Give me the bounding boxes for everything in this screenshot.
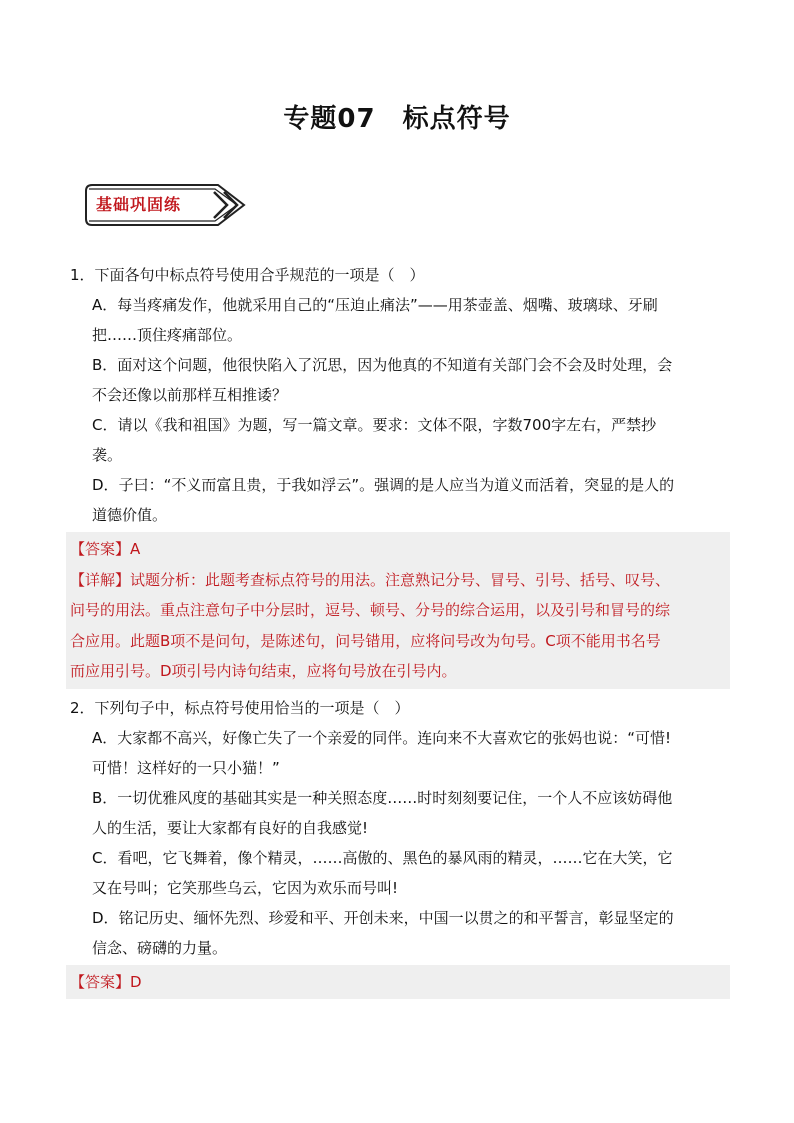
option-letter: A． bbox=[92, 296, 118, 314]
answer-box-2 bbox=[66, 965, 730, 1000]
option-line: 看吧，它飞舞着，像个精灵，……高傲的、黑色的暴风雨的精灵，……它在大笑，它 bbox=[117, 848, 673, 867]
option-line: 又在号叫；它笑那些乌云，它因为欢乐而号叫! bbox=[92, 878, 399, 897]
option-d bbox=[70, 470, 726, 530]
option-line: 袭。 bbox=[92, 446, 123, 464]
answer-line bbox=[70, 967, 726, 998]
section-tag bbox=[84, 183, 256, 227]
question-2 bbox=[70, 693, 726, 963]
option-b bbox=[70, 783, 726, 843]
question-text: 下列句子中，标点符号使用恰当的一项是（ ） bbox=[94, 698, 410, 717]
answer-box-1 bbox=[66, 532, 730, 689]
option-line: 人的生活，要让大家都有良好的自我感觉! bbox=[92, 818, 369, 837]
option-line: 一切优雅风度的基础其实是一种关照态度……时时刻刻要记住，一个人不应该妨碍他 bbox=[117, 788, 673, 807]
option-letter: B． bbox=[92, 788, 118, 807]
analysis-text: 试题分析：此题考查标点符号的用法。注意熟记分号、冒号、引号、括号、叹号、 bbox=[130, 570, 671, 589]
question-list bbox=[70, 260, 726, 1003]
question-text: 下面各句中标点符号使用合乎规范的一项是（ ） bbox=[94, 266, 425, 284]
option-letter: C． bbox=[92, 848, 118, 867]
option-d bbox=[70, 903, 726, 963]
question-1 bbox=[70, 260, 726, 530]
analysis-line bbox=[70, 565, 726, 596]
option-c bbox=[70, 410, 726, 470]
analysis-text: 问号的用法。重点注意句子中分层时，逗号、顿号、分号的综合运用，以及引号和冒号的综 bbox=[70, 601, 671, 619]
option-a bbox=[70, 290, 726, 350]
option-line: 每当疼痛发作，他就采用自己的“压迫止痛法”——用茶壶盖、烟嘴、玻璃球、牙刷 bbox=[117, 296, 658, 314]
answer-tag: 【答案】 bbox=[70, 972, 131, 991]
option-letter: A． bbox=[92, 728, 118, 747]
option-line: 信念、磅礴的力量。 bbox=[92, 938, 228, 957]
option-c bbox=[70, 843, 726, 903]
question-stem bbox=[70, 260, 726, 290]
option-b bbox=[70, 350, 726, 410]
option-line: 不会还像以前那样互相推诿？ bbox=[92, 386, 288, 404]
question-stem bbox=[70, 693, 726, 723]
analysis-text: 而应用引号。D项引号内诗句结束，应将句号放在引号内。 bbox=[70, 662, 457, 680]
option-line: 把……顶住疼痛部位。 bbox=[92, 326, 243, 344]
option-letter: D． bbox=[92, 476, 119, 494]
option-line: 道德价值。 bbox=[92, 506, 168, 524]
page-title: 专题07 标点符号 bbox=[283, 104, 511, 134]
option-line: 请以《我和祖国》为题，写一篇文章。要求：文体不限，字数700字左右，严禁抄 bbox=[117, 416, 657, 434]
question-number: 1． bbox=[70, 266, 95, 284]
answer-line bbox=[70, 534, 726, 565]
option-line: 面对这个问题，他很快陷入了沉思，因为他真的不知道有关部门会不会及时处理，会 bbox=[117, 356, 673, 374]
option-letter: D． bbox=[92, 908, 119, 927]
analysis-tag: 【详解】 bbox=[70, 570, 131, 589]
option-a bbox=[70, 723, 726, 783]
option-letter: C． bbox=[92, 416, 118, 434]
answer-value: D bbox=[130, 972, 142, 991]
analysis-text: 合应用。此题B项不是问句，是陈述句，问号错用，应将问号改为句号。C项不能用书名号 bbox=[70, 631, 661, 650]
option-letter: B． bbox=[92, 356, 118, 374]
option-line: 大家都不高兴，好像亡失了一个亲爱的同伴。连向来不大喜欢它的张妈也说：“可惜! bbox=[117, 728, 672, 747]
answer-value: A bbox=[130, 540, 141, 558]
option-line: 可惜！这样好的一只小猫！” bbox=[92, 758, 280, 777]
option-line: 子曰：“不义而富且贵，于我如浮云”。强调的是人应当为道义而活着，突显的是人的 bbox=[118, 476, 675, 494]
answer-tag: 【答案】 bbox=[70, 540, 131, 558]
section-label: 基础巩固练 bbox=[96, 195, 182, 214]
option-line: 铭记历史、缅怀先烈、珍爱和平、开创未来，中国一以贯之的和平誓言，彰显坚定的 bbox=[118, 908, 674, 927]
question-number: 2． bbox=[70, 698, 95, 717]
